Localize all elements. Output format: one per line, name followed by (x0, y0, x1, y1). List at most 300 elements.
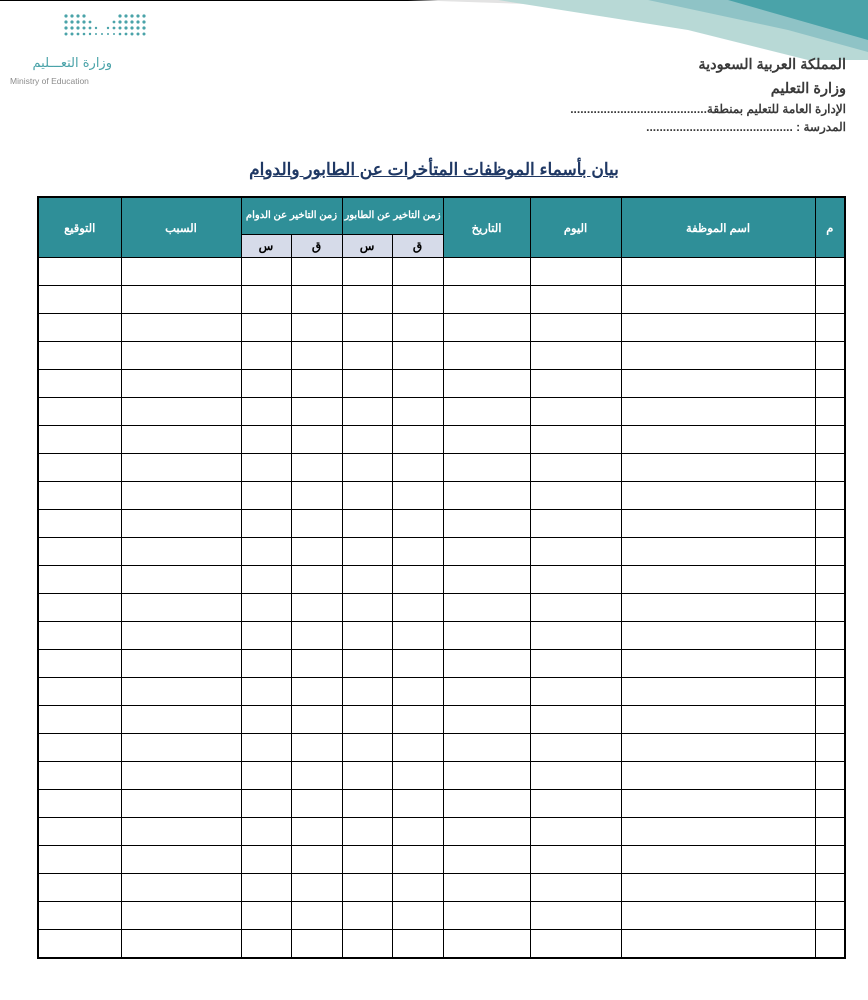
table-cell[interactable] (621, 818, 815, 846)
table-cell[interactable] (530, 454, 621, 482)
table-cell[interactable] (621, 678, 815, 706)
table-cell[interactable] (121, 286, 241, 314)
table-cell[interactable] (241, 678, 291, 706)
table-cell[interactable] (443, 566, 530, 594)
table-cell[interactable] (241, 874, 291, 902)
table-cell[interactable] (392, 790, 443, 818)
col-reason-header: السبب (121, 197, 241, 258)
table-cell[interactable] (815, 398, 845, 426)
table-cell[interactable] (38, 454, 121, 482)
table-cell[interactable] (241, 818, 291, 846)
table-cell[interactable] (121, 482, 241, 510)
table-cell[interactable] (291, 930, 342, 959)
table-cell[interactable] (121, 874, 241, 902)
table-cell[interactable] (38, 342, 121, 370)
table-cell[interactable] (443, 706, 530, 734)
table-cell[interactable] (392, 482, 443, 510)
table-cell[interactable] (621, 426, 815, 454)
table-cell[interactable] (241, 622, 291, 650)
table-cell[interactable] (392, 622, 443, 650)
table-cell[interactable] (38, 538, 121, 566)
table-cell[interactable] (392, 678, 443, 706)
table-cell[interactable] (530, 594, 621, 622)
table-cell[interactable] (342, 650, 392, 678)
table-cell[interactable] (38, 902, 121, 930)
table-cell[interactable] (342, 510, 392, 538)
table-cell[interactable] (342, 734, 392, 762)
table-cell[interactable] (38, 706, 121, 734)
table-cell[interactable] (121, 566, 241, 594)
table-cell[interactable] (621, 594, 815, 622)
table-cell[interactable] (443, 678, 530, 706)
table-cell[interactable] (241, 426, 291, 454)
table-cell[interactable] (530, 370, 621, 398)
table-cell[interactable] (443, 874, 530, 902)
table-cell[interactable] (121, 762, 241, 790)
table-cell[interactable] (38, 622, 121, 650)
table-cell[interactable] (621, 370, 815, 398)
table-cell[interactable] (621, 510, 815, 538)
table-cell[interactable] (38, 874, 121, 902)
table-cell[interactable] (38, 818, 121, 846)
table-cell[interactable] (815, 622, 845, 650)
table-cell[interactable] (241, 594, 291, 622)
table-cell[interactable] (38, 286, 121, 314)
table-cell[interactable] (121, 258, 241, 286)
table-cell[interactable] (38, 790, 121, 818)
table-cell[interactable] (342, 370, 392, 398)
table-cell[interactable] (621, 734, 815, 762)
table-cell[interactable] (392, 538, 443, 566)
table-cell[interactable] (443, 314, 530, 342)
table-row (38, 594, 845, 622)
table-cell[interactable] (530, 314, 621, 342)
table-row (38, 706, 845, 734)
table-cell[interactable] (621, 650, 815, 678)
table-row (38, 678, 845, 706)
ministry-name: وزارة التعليم (770, 81, 846, 97)
table-row (38, 818, 845, 846)
kingdom-name: المملكة العربية السعودية (698, 57, 846, 73)
table-cell[interactable] (121, 314, 241, 342)
table-cell[interactable] (38, 370, 121, 398)
table-cell[interactable] (530, 790, 621, 818)
table-cell[interactable] (443, 258, 530, 286)
table-cell[interactable] (621, 930, 815, 959)
table-cell[interactable] (241, 454, 291, 482)
table-cell[interactable] (443, 902, 530, 930)
table-cell[interactable] (241, 258, 291, 286)
work-minutes-subheader: ق (291, 235, 342, 258)
table-cell[interactable] (291, 902, 342, 930)
table-row (38, 314, 845, 342)
table-cell[interactable] (392, 846, 443, 874)
table-cell[interactable] (38, 314, 121, 342)
table-cell[interactable] (38, 846, 121, 874)
table-cell[interactable] (530, 538, 621, 566)
table-cell[interactable] (443, 650, 530, 678)
table-cell[interactable] (443, 538, 530, 566)
table-cell[interactable] (38, 258, 121, 286)
table-cell[interactable] (443, 454, 530, 482)
table-cell[interactable] (392, 342, 443, 370)
table-cell[interactable] (342, 594, 392, 622)
table-cell[interactable] (291, 846, 342, 874)
table-row (38, 510, 845, 538)
table-cell[interactable] (392, 930, 443, 959)
table-cell[interactable] (342, 538, 392, 566)
table-cell[interactable] (621, 622, 815, 650)
table-row (38, 622, 845, 650)
table-cell[interactable] (121, 454, 241, 482)
table-cell[interactable] (241, 370, 291, 398)
table-cell[interactable] (291, 510, 342, 538)
table-cell[interactable] (392, 818, 443, 846)
table-cell[interactable] (121, 594, 241, 622)
col-late-queue-header: زمن التاخير عن الطابور (342, 197, 443, 235)
table-cell[interactable] (241, 510, 291, 538)
table-cell[interactable] (443, 342, 530, 370)
table-cell[interactable] (443, 734, 530, 762)
table-cell[interactable] (291, 622, 342, 650)
table-cell[interactable] (392, 594, 443, 622)
table-cell[interactable] (291, 874, 342, 902)
table-cell[interactable] (392, 286, 443, 314)
table-cell[interactable] (291, 538, 342, 566)
table-cell[interactable] (443, 482, 530, 510)
table-cell[interactable] (392, 762, 443, 790)
table-row (38, 874, 845, 902)
table-cell[interactable] (291, 762, 342, 790)
table-cell[interactable] (815, 482, 845, 510)
table-cell[interactable] (241, 762, 291, 790)
table-cell[interactable] (443, 930, 530, 959)
logo-dots-icon (58, 10, 158, 46)
table-cell[interactable] (121, 510, 241, 538)
table-cell[interactable] (342, 874, 392, 902)
table-cell[interactable] (530, 426, 621, 454)
table-cell[interactable] (291, 650, 342, 678)
table-cell[interactable] (342, 398, 392, 426)
document-header (486, 52, 846, 136)
table-cell[interactable] (815, 538, 845, 566)
table-cell[interactable] (342, 902, 392, 930)
table-row (38, 762, 845, 790)
table-cell[interactable] (530, 342, 621, 370)
table-cell[interactable] (291, 286, 342, 314)
table-row (38, 454, 845, 482)
table-cell[interactable] (443, 286, 530, 314)
table-cell[interactable] (121, 370, 241, 398)
table-cell[interactable] (38, 734, 121, 762)
table-cell[interactable] (121, 538, 241, 566)
table-cell[interactable] (121, 622, 241, 650)
table-cell[interactable] (121, 846, 241, 874)
queue-hours-subheader: س (342, 235, 392, 258)
logo-english-name: Ministry of Education (10, 76, 89, 86)
table-cell[interactable] (291, 790, 342, 818)
table-cell[interactable] (530, 818, 621, 846)
table-cell[interactable] (443, 790, 530, 818)
table-cell[interactable] (530, 398, 621, 426)
table-cell[interactable] (38, 510, 121, 538)
table-cell[interactable] (621, 286, 815, 314)
table-cell[interactable] (530, 482, 621, 510)
table-cell[interactable] (530, 622, 621, 650)
header-decoration (348, 0, 868, 60)
table-cell[interactable] (392, 902, 443, 930)
table-row (38, 930, 845, 959)
table-cell[interactable] (241, 398, 291, 426)
table-cell[interactable] (241, 930, 291, 959)
table-cell[interactable] (443, 846, 530, 874)
table-cell[interactable] (342, 566, 392, 594)
table-cell[interactable] (241, 286, 291, 314)
table-row (38, 398, 845, 426)
table-cell[interactable] (815, 846, 845, 874)
table-row (38, 566, 845, 594)
table-cell[interactable] (815, 734, 845, 762)
table-cell[interactable] (241, 482, 291, 510)
school-line: المدرسة : ............................................ (646, 120, 846, 134)
table-cell[interactable] (530, 902, 621, 930)
table-cell[interactable] (621, 482, 815, 510)
table-cell[interactable] (342, 622, 392, 650)
table-cell[interactable] (38, 594, 121, 622)
table-cell[interactable] (621, 314, 815, 342)
table-cell[interactable] (815, 650, 845, 678)
table-cell[interactable] (121, 930, 241, 959)
table-cell[interactable] (291, 258, 342, 286)
table-cell[interactable] (815, 762, 845, 790)
table-cell[interactable] (38, 650, 121, 678)
table-cell[interactable] (815, 678, 845, 706)
table-cell[interactable] (815, 874, 845, 902)
table-cell[interactable] (621, 706, 815, 734)
table-cell[interactable] (291, 454, 342, 482)
work-hours-subheader: س (241, 235, 291, 258)
table-cell[interactable] (241, 790, 291, 818)
table-cell[interactable] (291, 426, 342, 454)
table-row (38, 902, 845, 930)
table-cell[interactable] (121, 790, 241, 818)
table-cell[interactable] (392, 454, 443, 482)
table-cell[interactable] (38, 566, 121, 594)
col-late-work-header: زمن التاخير عن الدوام (241, 197, 342, 235)
col-day-header: اليوم (530, 197, 621, 258)
table-cell[interactable] (342, 342, 392, 370)
table-cell[interactable] (38, 398, 121, 426)
table-cell[interactable] (530, 286, 621, 314)
table-cell[interactable] (815, 342, 845, 370)
table-cell[interactable] (530, 510, 621, 538)
table-cell[interactable] (342, 846, 392, 874)
table-cell[interactable] (530, 678, 621, 706)
table-row (38, 258, 845, 286)
table-cell[interactable] (121, 398, 241, 426)
table-cell[interactable] (815, 566, 845, 594)
table-cell[interactable] (392, 566, 443, 594)
table-row (38, 650, 845, 678)
table-cell[interactable] (621, 874, 815, 902)
table-cell[interactable] (621, 538, 815, 566)
table-cell[interactable] (241, 650, 291, 678)
table-cell[interactable] (392, 874, 443, 902)
table-cell[interactable] (392, 706, 443, 734)
col-signature-header: التوقيع (38, 197, 121, 258)
table-cell[interactable] (241, 538, 291, 566)
table-cell[interactable] (530, 874, 621, 902)
table-cell[interactable] (121, 678, 241, 706)
table-cell[interactable] (815, 258, 845, 286)
table-cell[interactable] (291, 734, 342, 762)
col-employee-name-header: اسم الموظفة (621, 197, 815, 258)
table-cell[interactable] (121, 650, 241, 678)
table-cell[interactable] (342, 678, 392, 706)
table-cell[interactable] (38, 426, 121, 454)
table-cell[interactable] (291, 342, 342, 370)
table-cell[interactable] (621, 342, 815, 370)
table-cell[interactable] (530, 566, 621, 594)
table-row (38, 482, 845, 510)
table-cell[interactable] (530, 734, 621, 762)
table-cell[interactable] (342, 790, 392, 818)
table-cell[interactable] (291, 678, 342, 706)
table-cell[interactable] (392, 314, 443, 342)
table-cell[interactable] (241, 902, 291, 930)
table-cell[interactable] (241, 734, 291, 762)
table-cell[interactable] (291, 594, 342, 622)
table-cell[interactable] (291, 370, 342, 398)
table-cell[interactable] (342, 706, 392, 734)
table-row (38, 286, 845, 314)
table-cell[interactable] (815, 790, 845, 818)
table-cell[interactable] (621, 454, 815, 482)
table-cell[interactable] (38, 762, 121, 790)
table-cell[interactable] (121, 902, 241, 930)
table-cell[interactable] (621, 846, 815, 874)
table-cell[interactable] (815, 706, 845, 734)
table-row (38, 342, 845, 370)
table-cell[interactable] (291, 398, 342, 426)
table-cell[interactable] (392, 510, 443, 538)
col-number-header: م (815, 197, 845, 258)
table-cell[interactable] (530, 762, 621, 790)
table-cell[interactable] (38, 482, 121, 510)
table-cell[interactable] (241, 706, 291, 734)
col-date-header: التاريخ (443, 197, 530, 258)
table-body (38, 258, 845, 959)
table-cell[interactable] (443, 426, 530, 454)
table-cell[interactable] (392, 650, 443, 678)
table-cell[interactable] (392, 370, 443, 398)
table-cell[interactable] (342, 426, 392, 454)
table-row (38, 370, 845, 398)
table-cell[interactable] (241, 846, 291, 874)
table-cell[interactable] (392, 734, 443, 762)
administration-line: الإدارة العامة للتعليم بمنطقة......................................... (570, 102, 846, 116)
late-employees-table (37, 196, 846, 959)
table-cell[interactable] (38, 678, 121, 706)
table-cell[interactable] (342, 454, 392, 482)
table-cell[interactable] (121, 426, 241, 454)
table-cell[interactable] (815, 818, 845, 846)
table-cell[interactable] (121, 342, 241, 370)
table-cell[interactable] (121, 706, 241, 734)
table-cell[interactable] (621, 398, 815, 426)
table-cell[interactable] (815, 510, 845, 538)
table-cell[interactable] (291, 706, 342, 734)
table-cell[interactable] (392, 398, 443, 426)
table-cell[interactable] (38, 930, 121, 959)
table-cell[interactable] (815, 370, 845, 398)
table-cell[interactable] (342, 314, 392, 342)
table-cell[interactable] (443, 762, 530, 790)
table-row (38, 538, 845, 566)
table-cell[interactable] (621, 258, 815, 286)
table-row (38, 426, 845, 454)
table-cell[interactable] (530, 650, 621, 678)
table-cell[interactable] (443, 622, 530, 650)
table-cell[interactable] (291, 314, 342, 342)
table-cell[interactable] (530, 706, 621, 734)
table-cell[interactable] (342, 258, 392, 286)
table-cell[interactable] (342, 930, 392, 959)
table-cell[interactable] (241, 566, 291, 594)
table-cell[interactable] (121, 818, 241, 846)
table-cell[interactable] (291, 482, 342, 510)
table-cell[interactable] (342, 482, 392, 510)
queue-minutes-subheader: ق (392, 235, 443, 258)
table-cell[interactable] (342, 286, 392, 314)
table-cell[interactable] (530, 846, 621, 874)
table-cell[interactable] (530, 930, 621, 959)
table-cell[interactable] (443, 510, 530, 538)
table-cell[interactable] (815, 454, 845, 482)
table-cell[interactable] (291, 566, 342, 594)
table-cell[interactable] (291, 818, 342, 846)
table-cell[interactable] (815, 426, 845, 454)
table-cell[interactable] (815, 286, 845, 314)
table-row (38, 734, 845, 762)
table-cell[interactable] (530, 258, 621, 286)
table-cell[interactable] (241, 342, 291, 370)
table-cell[interactable] (121, 734, 241, 762)
table-cell[interactable] (342, 818, 392, 846)
table-cell[interactable] (621, 566, 815, 594)
table-cell[interactable] (815, 314, 845, 342)
table-row (38, 846, 845, 874)
table-row (38, 790, 845, 818)
table-cell[interactable] (443, 398, 530, 426)
table-cell[interactable] (392, 426, 443, 454)
table-cell[interactable] (241, 314, 291, 342)
table-cell[interactable] (815, 594, 845, 622)
table-cell[interactable] (621, 762, 815, 790)
table-cell[interactable] (443, 370, 530, 398)
table-cell[interactable] (443, 594, 530, 622)
table-cell[interactable] (815, 902, 845, 930)
table-cell[interactable] (621, 902, 815, 930)
document-title: بيان بأسماء الموظفات المتأخرات عن الطابور والدوام (249, 160, 619, 179)
table-cell[interactable] (342, 762, 392, 790)
logo-arabic-name: وزارة التعـــليم (32, 56, 112, 71)
table-cell[interactable] (621, 790, 815, 818)
table-cell[interactable] (443, 818, 530, 846)
ministry-logo (8, 10, 148, 90)
table-cell[interactable] (815, 930, 845, 959)
table-cell[interactable] (392, 258, 443, 286)
